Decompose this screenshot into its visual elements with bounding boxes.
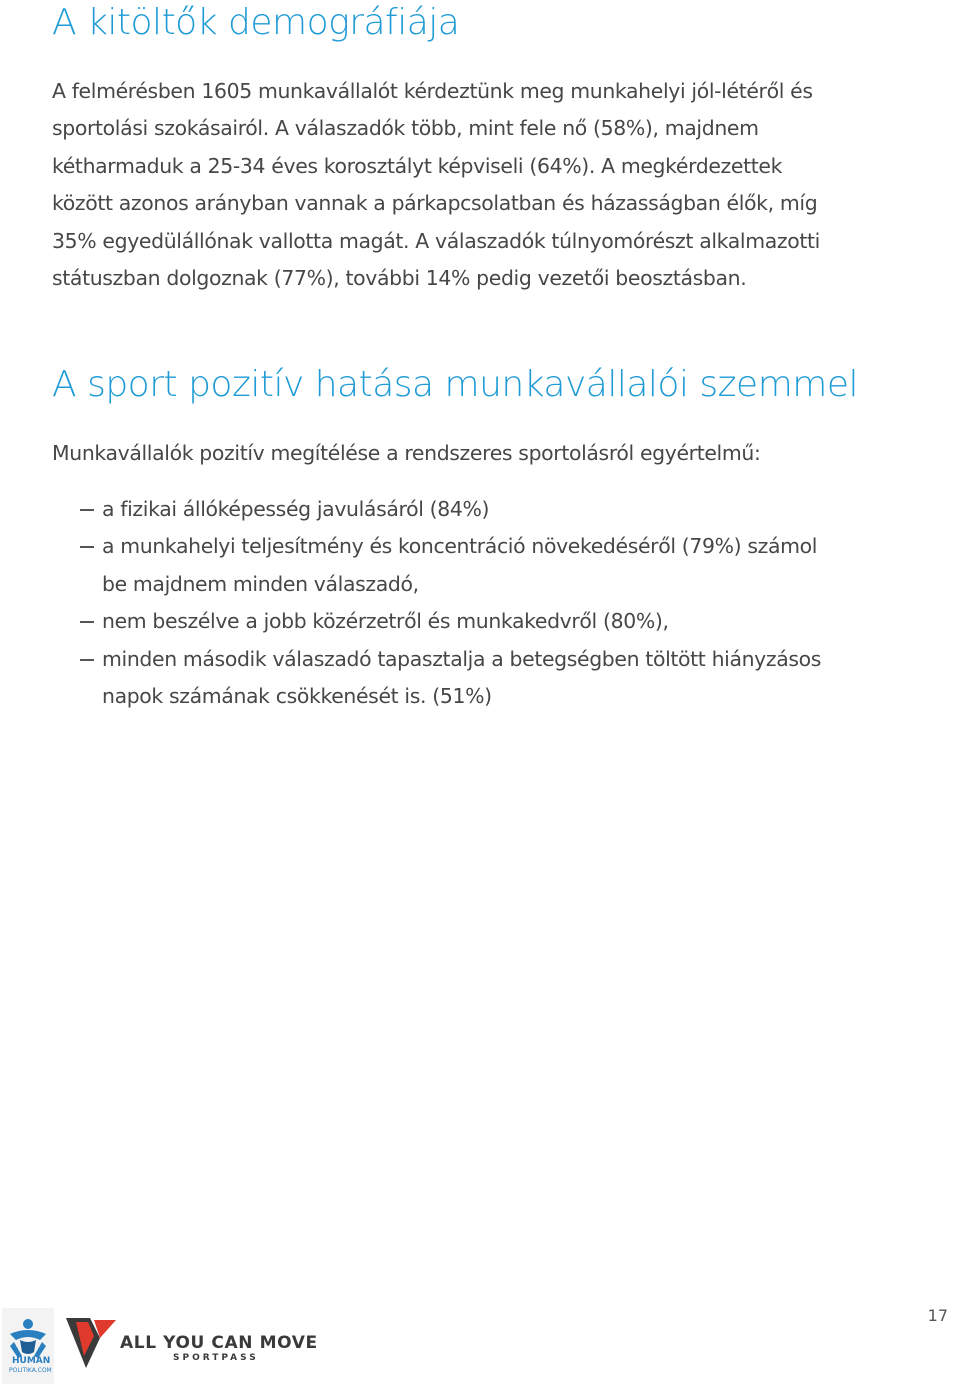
benefits-list bbox=[0, 491, 960, 715]
page-number: 17 bbox=[927, 1306, 948, 1325]
list-item-line: napok számának csökkenését is. (51%) bbox=[102, 684, 492, 709]
paragraph-line: státuszban dolgoznak (77%), további 14% pedig vezetői beosztásban. bbox=[52, 266, 747, 291]
human-logo-name: HUMÁN bbox=[12, 1356, 51, 1366]
demographics-paragraph bbox=[52, 73, 952, 297]
sponsor-logo-subtitle: SPORTPASS bbox=[173, 1353, 259, 1363]
paragraph-line: 35% egyedülállónak vallotta magát. A válaszadók túlnyomórészt alkalmazotti bbox=[52, 228, 820, 253]
paragraph-line: kétharmaduk a 25-34 éves korosztályt képviseli (64%). A megkérdezettek bbox=[52, 153, 783, 178]
dash-bullet-icon bbox=[80, 546, 94, 548]
dash-bullet-icon bbox=[80, 659, 94, 661]
list-item bbox=[0, 491, 960, 528]
sport-intro-paragraph: Munkavállalók pozitív megítélése a rendszeres sportolásról egyértelmű: bbox=[52, 441, 761, 465]
list-item bbox=[0, 528, 960, 603]
paragraph-line: sportolási szokásairól. A válaszadók több, mint fele nő (58%), majdnem bbox=[52, 116, 759, 141]
list-item bbox=[0, 641, 960, 716]
dash-bullet-icon bbox=[80, 509, 94, 511]
section-title-sport-effects: A sport pozitív hatása munkavállalói szemmel bbox=[52, 364, 858, 405]
human-logo-subtitle: POLITIKA.COM bbox=[9, 1367, 52, 1374]
list-item-line: nem beszélve a jobb közérzetről és munkakedvről (80%), bbox=[102, 609, 669, 634]
list-item-line: be majdnem minden válaszadó, bbox=[102, 571, 419, 596]
paragraph-line: között azonos arányban vannak a párkapcsolatban és házasságban élők, míg bbox=[52, 191, 818, 216]
sponsor-logo-name: ALL YOU CAN MOVE bbox=[120, 1333, 318, 1353]
section-title-demographics: A kitöltők demográfiája bbox=[52, 2, 460, 43]
list-item-line: minden második válaszadó tapasztalja a betegségben töltött hiányzásos bbox=[102, 646, 822, 671]
dash-bullet-icon bbox=[80, 621, 94, 623]
list-item-line: a fizikai állóképesség javulásáról (84%) bbox=[102, 497, 490, 521]
list-item-line: a munkahelyi teljesítmény és koncentráció növekedéséről (79%) számol bbox=[102, 534, 818, 559]
all-you-can-move-logo-icon bbox=[66, 1318, 116, 1368]
paragraph-line: A felmérésben 1605 munkavállalót kérdeztünk meg munkahelyi jól-létéről és bbox=[52, 79, 813, 103]
list-item bbox=[0, 603, 960, 640]
